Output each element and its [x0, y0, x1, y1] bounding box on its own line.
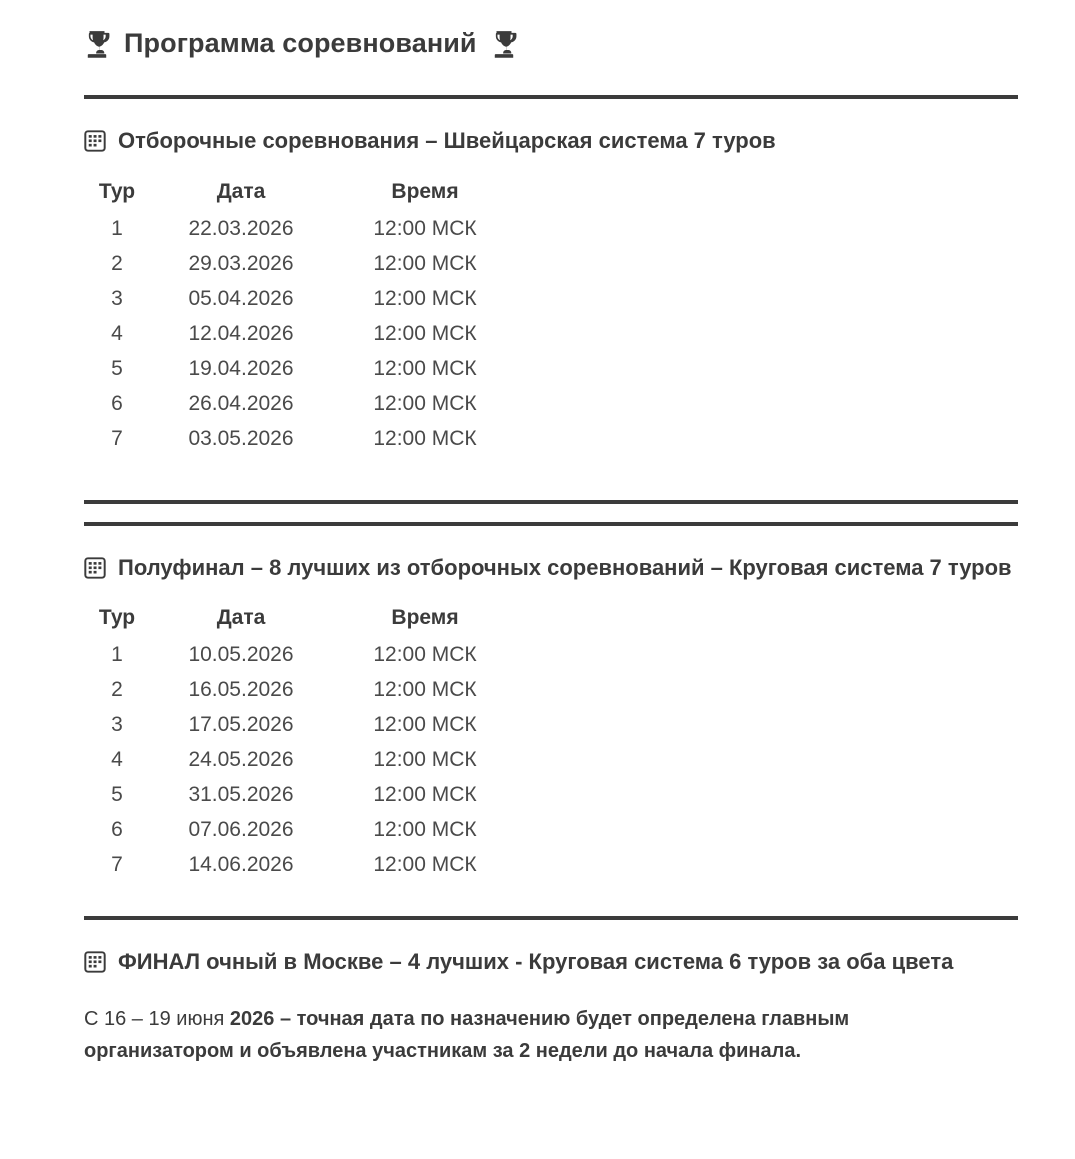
calendar-icon	[84, 557, 106, 579]
cell-time: 12:00 МСК	[373, 392, 477, 416]
divider-after-qualification	[84, 500, 1018, 504]
trophy-icon	[84, 29, 110, 59]
column-header-round: Тур	[98, 180, 136, 204]
cell-time: 12:00 МСК	[373, 217, 477, 241]
table-header-row	[86, 601, 516, 638]
final-note-bold-text: 2026 – точная дата по назначению будет определена главным организатором и объявлена участникам за 2 недели до начала финала.	[84, 1008, 850, 1063]
column-header-date: Дата	[216, 180, 266, 204]
section-heading-text: Отборочные соревнования – Швейцарская система 7 туров	[118, 128, 776, 154]
table-row	[86, 778, 516, 813]
calendar-icon	[84, 130, 106, 152]
content-column	[84, 0, 1018, 1068]
table-row	[86, 247, 516, 282]
cell-time: 12:00 МСК	[373, 713, 477, 737]
section-heading-text: Полуфинал – 8 лучших из отборочных соревнований – Круговая система 7 туров	[118, 554, 1012, 580]
trophy-icon	[491, 29, 517, 59]
cell-date: 31.05.2026	[188, 783, 294, 807]
cell-date: 19.04.2026	[188, 357, 294, 381]
cell-date: 24.05.2026	[188, 748, 294, 772]
final-date-note	[84, 977, 964, 1068]
cell-round: 1	[111, 643, 123, 667]
cell-round: 3	[111, 713, 123, 737]
table-row	[86, 387, 516, 422]
cell-time: 12:00 МСК	[373, 427, 477, 451]
table-row	[86, 317, 516, 352]
cell-round: 7	[111, 853, 123, 877]
table-row	[86, 743, 516, 778]
table-row	[86, 282, 516, 317]
cell-round: 5	[111, 783, 123, 807]
cell-date: 16.05.2026	[188, 678, 294, 702]
cell-round: 6	[111, 818, 123, 842]
section-heading-qualification	[84, 99, 1018, 156]
calendar-icon	[84, 951, 106, 973]
cell-round: 3	[111, 287, 123, 311]
final-note-light-text: С 16 – 19 июня	[84, 1008, 230, 1031]
table-row	[86, 673, 516, 708]
cell-date: 12.04.2026	[188, 322, 294, 346]
cell-time: 12:00 МСК	[373, 853, 477, 877]
cell-date: 26.04.2026	[188, 392, 294, 416]
cell-date: 03.05.2026	[188, 427, 294, 451]
cell-date: 17.05.2026	[188, 713, 294, 737]
cell-round: 4	[111, 322, 123, 346]
cell-time: 12:00 МСК	[373, 252, 477, 276]
table-header-row	[86, 175, 516, 212]
cell-round: 4	[111, 748, 123, 772]
section-heading-final	[84, 920, 1018, 977]
table-row	[86, 813, 516, 848]
cell-round: 2	[111, 678, 123, 702]
cell-round: 1	[111, 217, 123, 241]
cell-time: 12:00 МСК	[373, 783, 477, 807]
cell-date: 10.05.2026	[188, 643, 294, 667]
column-header-time: Время	[391, 606, 459, 630]
column-header-round: Тур	[98, 606, 136, 630]
cell-time: 12:00 МСК	[373, 322, 477, 346]
table-row	[86, 212, 516, 247]
cell-date: 14.06.2026	[188, 853, 294, 877]
section-heading-text: ФИНАЛ очный в Москве – 4 лучших - Круговая система 6 туров за оба цвета	[118, 948, 954, 974]
cell-round: 5	[111, 357, 123, 381]
cell-time: 12:00 МСК	[373, 357, 477, 381]
cell-time: 12:00 МСК	[373, 748, 477, 772]
cell-date: 22.03.2026	[188, 217, 294, 241]
table-row	[86, 352, 516, 387]
cell-round: 7	[111, 427, 123, 451]
cell-round: 2	[111, 252, 123, 276]
schedule-table-semifinal	[86, 601, 516, 883]
cell-date: 05.04.2026	[188, 287, 294, 311]
section-heading-semifinal	[84, 526, 1018, 583]
schedule-table-qualification	[86, 175, 516, 457]
cell-date: 29.03.2026	[188, 252, 294, 276]
table-row	[86, 422, 516, 457]
page-title-text: Программа соревнований	[124, 28, 477, 58]
page-title	[84, 0, 1018, 59]
table-row	[86, 708, 516, 743]
cell-time: 12:00 МСК	[373, 287, 477, 311]
cell-time: 12:00 МСК	[373, 818, 477, 842]
cell-time: 12:00 МСК	[373, 643, 477, 667]
column-header-time: Время	[391, 180, 459, 204]
cell-date: 07.06.2026	[188, 818, 294, 842]
table-row	[86, 848, 516, 883]
column-header-date: Дата	[216, 606, 266, 630]
cell-round: 6	[111, 392, 123, 416]
cell-time: 12:00 МСК	[373, 678, 477, 702]
table-row	[86, 638, 516, 673]
